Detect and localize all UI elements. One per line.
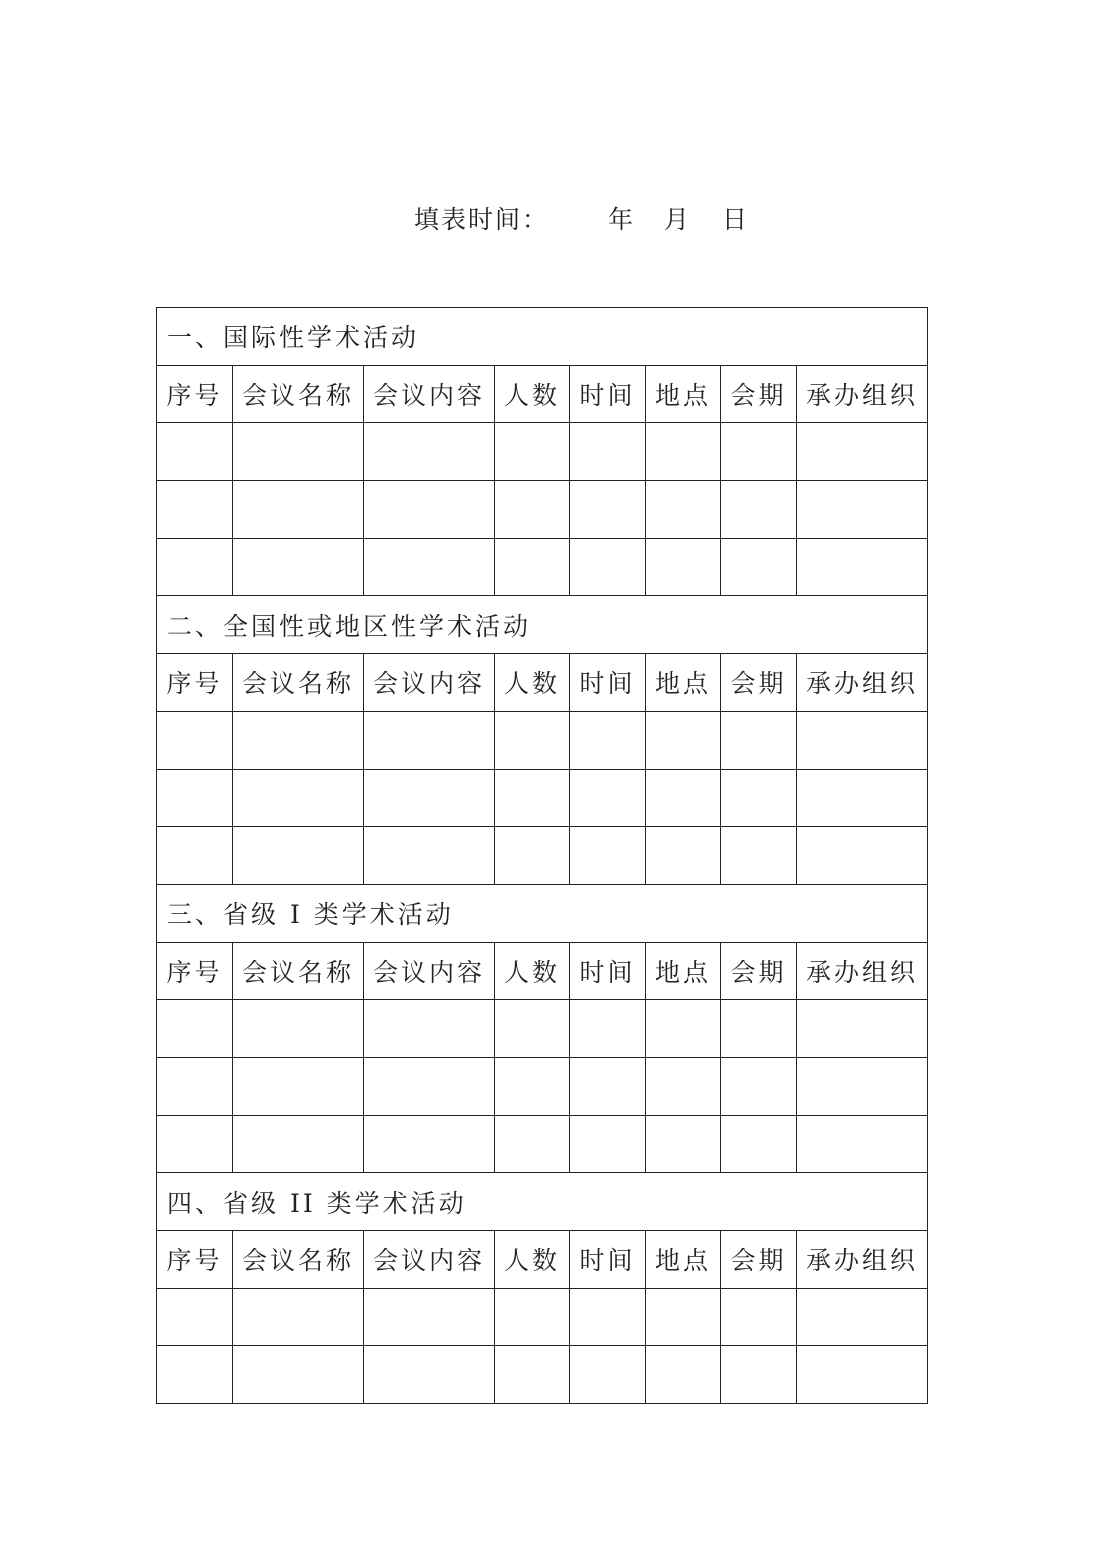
blank-entry-cell[interactable] <box>797 827 928 885</box>
table-row <box>157 423 928 481</box>
section-title: 四、省级 II 类学术活动 <box>157 1173 928 1231</box>
academic-activity-table <box>156 307 928 1404</box>
blank-entry-cell[interactable] <box>495 1115 570 1173</box>
blank-entry-cell[interactable] <box>233 1346 364 1404</box>
blank-entry-cell[interactable] <box>646 423 721 481</box>
column-header: 会期 <box>721 942 797 1000</box>
blank-entry-cell[interactable] <box>157 1115 233 1173</box>
blank-entry-cell[interactable] <box>721 1346 797 1404</box>
blank-entry-cell[interactable] <box>570 538 646 596</box>
blank-entry-cell[interactable] <box>721 538 797 596</box>
column-header: 人数 <box>495 654 570 712</box>
blank-entry-cell[interactable] <box>157 711 233 769</box>
column-header: 会期 <box>721 1231 797 1289</box>
fill-date-label: 填表时间： <box>414 205 550 234</box>
table-row <box>157 711 928 769</box>
blank-entry-cell[interactable] <box>157 1346 233 1404</box>
column-header-row <box>157 365 928 423</box>
blank-entry-cell[interactable] <box>721 769 797 827</box>
blank-entry-cell[interactable] <box>646 827 721 885</box>
column-header: 序号 <box>157 942 233 1000</box>
table-row <box>157 827 928 885</box>
blank-entry-cell[interactable] <box>646 711 721 769</box>
blank-entry-cell[interactable] <box>157 481 233 539</box>
column-header: 序号 <box>157 1231 233 1289</box>
column-header: 人数 <box>495 365 570 423</box>
table-row <box>157 1346 928 1404</box>
section-title: 三、省级 I 类学术活动 <box>157 884 928 942</box>
column-header: 承办组织 <box>797 365 928 423</box>
blank-entry-cell[interactable] <box>157 1000 233 1058</box>
column-header-row <box>157 654 928 712</box>
blank-entry-cell[interactable] <box>495 481 570 539</box>
section-title-row <box>157 596 928 654</box>
blank-entry-cell[interactable] <box>364 1000 495 1058</box>
blank-entry-cell[interactable] <box>646 1346 721 1404</box>
table-row <box>157 1288 928 1346</box>
blank-entry-cell[interactable] <box>721 1115 797 1173</box>
column-header: 会期 <box>721 654 797 712</box>
table-row <box>157 1000 928 1058</box>
blank-entry-cell[interactable] <box>157 827 233 885</box>
column-header: 人数 <box>495 1231 570 1289</box>
blank-entry-cell[interactable] <box>495 1000 570 1058</box>
column-header: 承办组织 <box>797 654 928 712</box>
blank-entry-cell[interactable] <box>364 1288 495 1346</box>
fill-date-line <box>0 200 1102 240</box>
blank-entry-cell[interactable] <box>721 1057 797 1115</box>
blank-entry-cell[interactable] <box>570 1115 646 1173</box>
blank-entry-cell[interactable] <box>364 1057 495 1115</box>
fill-date-month-label: 月 <box>664 205 692 234</box>
blank-entry-cell[interactable] <box>646 1115 721 1173</box>
blank-entry-cell[interactable] <box>646 1288 721 1346</box>
blank-entry-cell[interactable] <box>495 423 570 481</box>
blank-entry-cell[interactable] <box>570 1288 646 1346</box>
blank-entry-cell[interactable] <box>157 1288 233 1346</box>
column-header: 时间 <box>570 365 646 423</box>
blank-entry-cell[interactable] <box>797 538 928 596</box>
table-row <box>157 1057 928 1115</box>
blank-entry-cell[interactable] <box>721 423 797 481</box>
blank-entry-cell[interactable] <box>495 711 570 769</box>
column-header: 承办组织 <box>797 1231 928 1289</box>
blank-entry-cell[interactable] <box>797 1115 928 1173</box>
blank-entry-cell[interactable] <box>495 769 570 827</box>
blank-entry-cell[interactable] <box>495 1288 570 1346</box>
blank-entry-cell[interactable] <box>721 1288 797 1346</box>
blank-entry-cell[interactable] <box>721 711 797 769</box>
blank-entry-cell[interactable] <box>364 1115 495 1173</box>
blank-entry-cell[interactable] <box>721 827 797 885</box>
blank-entry-cell[interactable] <box>495 1346 570 1404</box>
section-title-row <box>157 308 928 366</box>
blank-entry-cell[interactable] <box>646 481 721 539</box>
blank-entry-cell[interactable] <box>157 769 233 827</box>
blank-entry-cell[interactable] <box>233 1000 364 1058</box>
column-header: 地点 <box>646 1231 721 1289</box>
blank-entry-cell[interactable] <box>495 827 570 885</box>
column-header: 会议名称 <box>233 942 364 1000</box>
blank-entry-cell[interactable] <box>570 827 646 885</box>
column-header: 会期 <box>721 365 797 423</box>
blank-entry-cell[interactable] <box>646 1057 721 1115</box>
column-header: 会议内容 <box>364 942 495 1000</box>
blank-entry-cell[interactable] <box>646 1000 721 1058</box>
blank-entry-cell[interactable] <box>797 1000 928 1058</box>
column-header-row <box>157 1231 928 1289</box>
blank-entry-cell[interactable] <box>233 1057 364 1115</box>
blank-entry-cell[interactable] <box>233 423 364 481</box>
column-header: 序号 <box>157 365 233 423</box>
blank-entry-cell[interactable] <box>570 481 646 539</box>
blank-entry-cell[interactable] <box>233 538 364 596</box>
column-header: 会议名称 <box>233 654 364 712</box>
blank-entry-cell[interactable] <box>157 538 233 596</box>
blank-entry-cell[interactable] <box>646 769 721 827</box>
fill-date-day-label: 日 <box>722 205 750 234</box>
column-header: 承办组织 <box>797 942 928 1000</box>
blank-entry-cell[interactable] <box>570 711 646 769</box>
blank-entry-cell[interactable] <box>797 711 928 769</box>
column-header: 时间 <box>570 1231 646 1289</box>
column-header: 会议名称 <box>233 1231 364 1289</box>
blank-entry-cell[interactable] <box>797 1057 928 1115</box>
blank-entry-cell[interactable] <box>233 481 364 539</box>
blank-entry-cell[interactable] <box>797 769 928 827</box>
blank-entry-cell[interactable] <box>233 1288 364 1346</box>
column-header: 序号 <box>157 654 233 712</box>
blank-entry-cell[interactable] <box>570 1000 646 1058</box>
blank-entry-cell[interactable] <box>364 769 495 827</box>
table-row <box>157 769 928 827</box>
blank-entry-cell[interactable] <box>797 423 928 481</box>
blank-entry-cell[interactable] <box>646 538 721 596</box>
column-header: 会议名称 <box>233 365 364 423</box>
blank-entry-cell[interactable] <box>364 827 495 885</box>
column-header: 地点 <box>646 942 721 1000</box>
blank-entry-cell[interactable] <box>364 423 495 481</box>
column-header: 地点 <box>646 654 721 712</box>
section-title: 二、全国性或地区性学术活动 <box>157 596 928 654</box>
blank-entry-cell[interactable] <box>570 769 646 827</box>
blank-entry-cell[interactable] <box>364 711 495 769</box>
column-header: 时间 <box>570 942 646 1000</box>
blank-entry-cell[interactable] <box>570 1346 646 1404</box>
column-header: 人数 <box>495 942 570 1000</box>
column-header: 会议内容 <box>364 654 495 712</box>
column-header: 地点 <box>646 365 721 423</box>
column-header-row <box>157 942 928 1000</box>
blank-entry-cell[interactable] <box>233 769 364 827</box>
section-title: 一、国际性学术活动 <box>157 308 928 366</box>
table-row <box>157 481 928 539</box>
blank-entry-cell[interactable] <box>157 423 233 481</box>
blank-entry-cell[interactable] <box>797 481 928 539</box>
blank-entry-cell[interactable] <box>797 1346 928 1404</box>
blank-entry-cell[interactable] <box>157 1057 233 1115</box>
blank-entry-cell[interactable] <box>721 481 797 539</box>
blank-entry-cell[interactable] <box>495 538 570 596</box>
table-row <box>157 1115 928 1173</box>
column-header: 会议内容 <box>364 1231 495 1289</box>
blank-entry-cell[interactable] <box>495 1057 570 1115</box>
blank-entry-cell[interactable] <box>570 423 646 481</box>
blank-entry-cell[interactable] <box>233 711 364 769</box>
section-title-row <box>157 1173 928 1231</box>
fill-date-year-label: 年 <box>608 205 636 234</box>
section-title-row <box>157 884 928 942</box>
blank-entry-cell[interactable] <box>364 481 495 539</box>
blank-entry-cell[interactable] <box>364 538 495 596</box>
table-row <box>157 538 928 596</box>
column-header: 会议内容 <box>364 365 495 423</box>
column-header: 时间 <box>570 654 646 712</box>
blank-entry-cell[interactable] <box>570 1057 646 1115</box>
blank-entry-cell[interactable] <box>364 1346 495 1404</box>
blank-entry-cell[interactable] <box>721 1000 797 1058</box>
blank-entry-cell[interactable] <box>797 1288 928 1346</box>
blank-entry-cell[interactable] <box>233 1115 364 1173</box>
blank-entry-cell[interactable] <box>233 827 364 885</box>
